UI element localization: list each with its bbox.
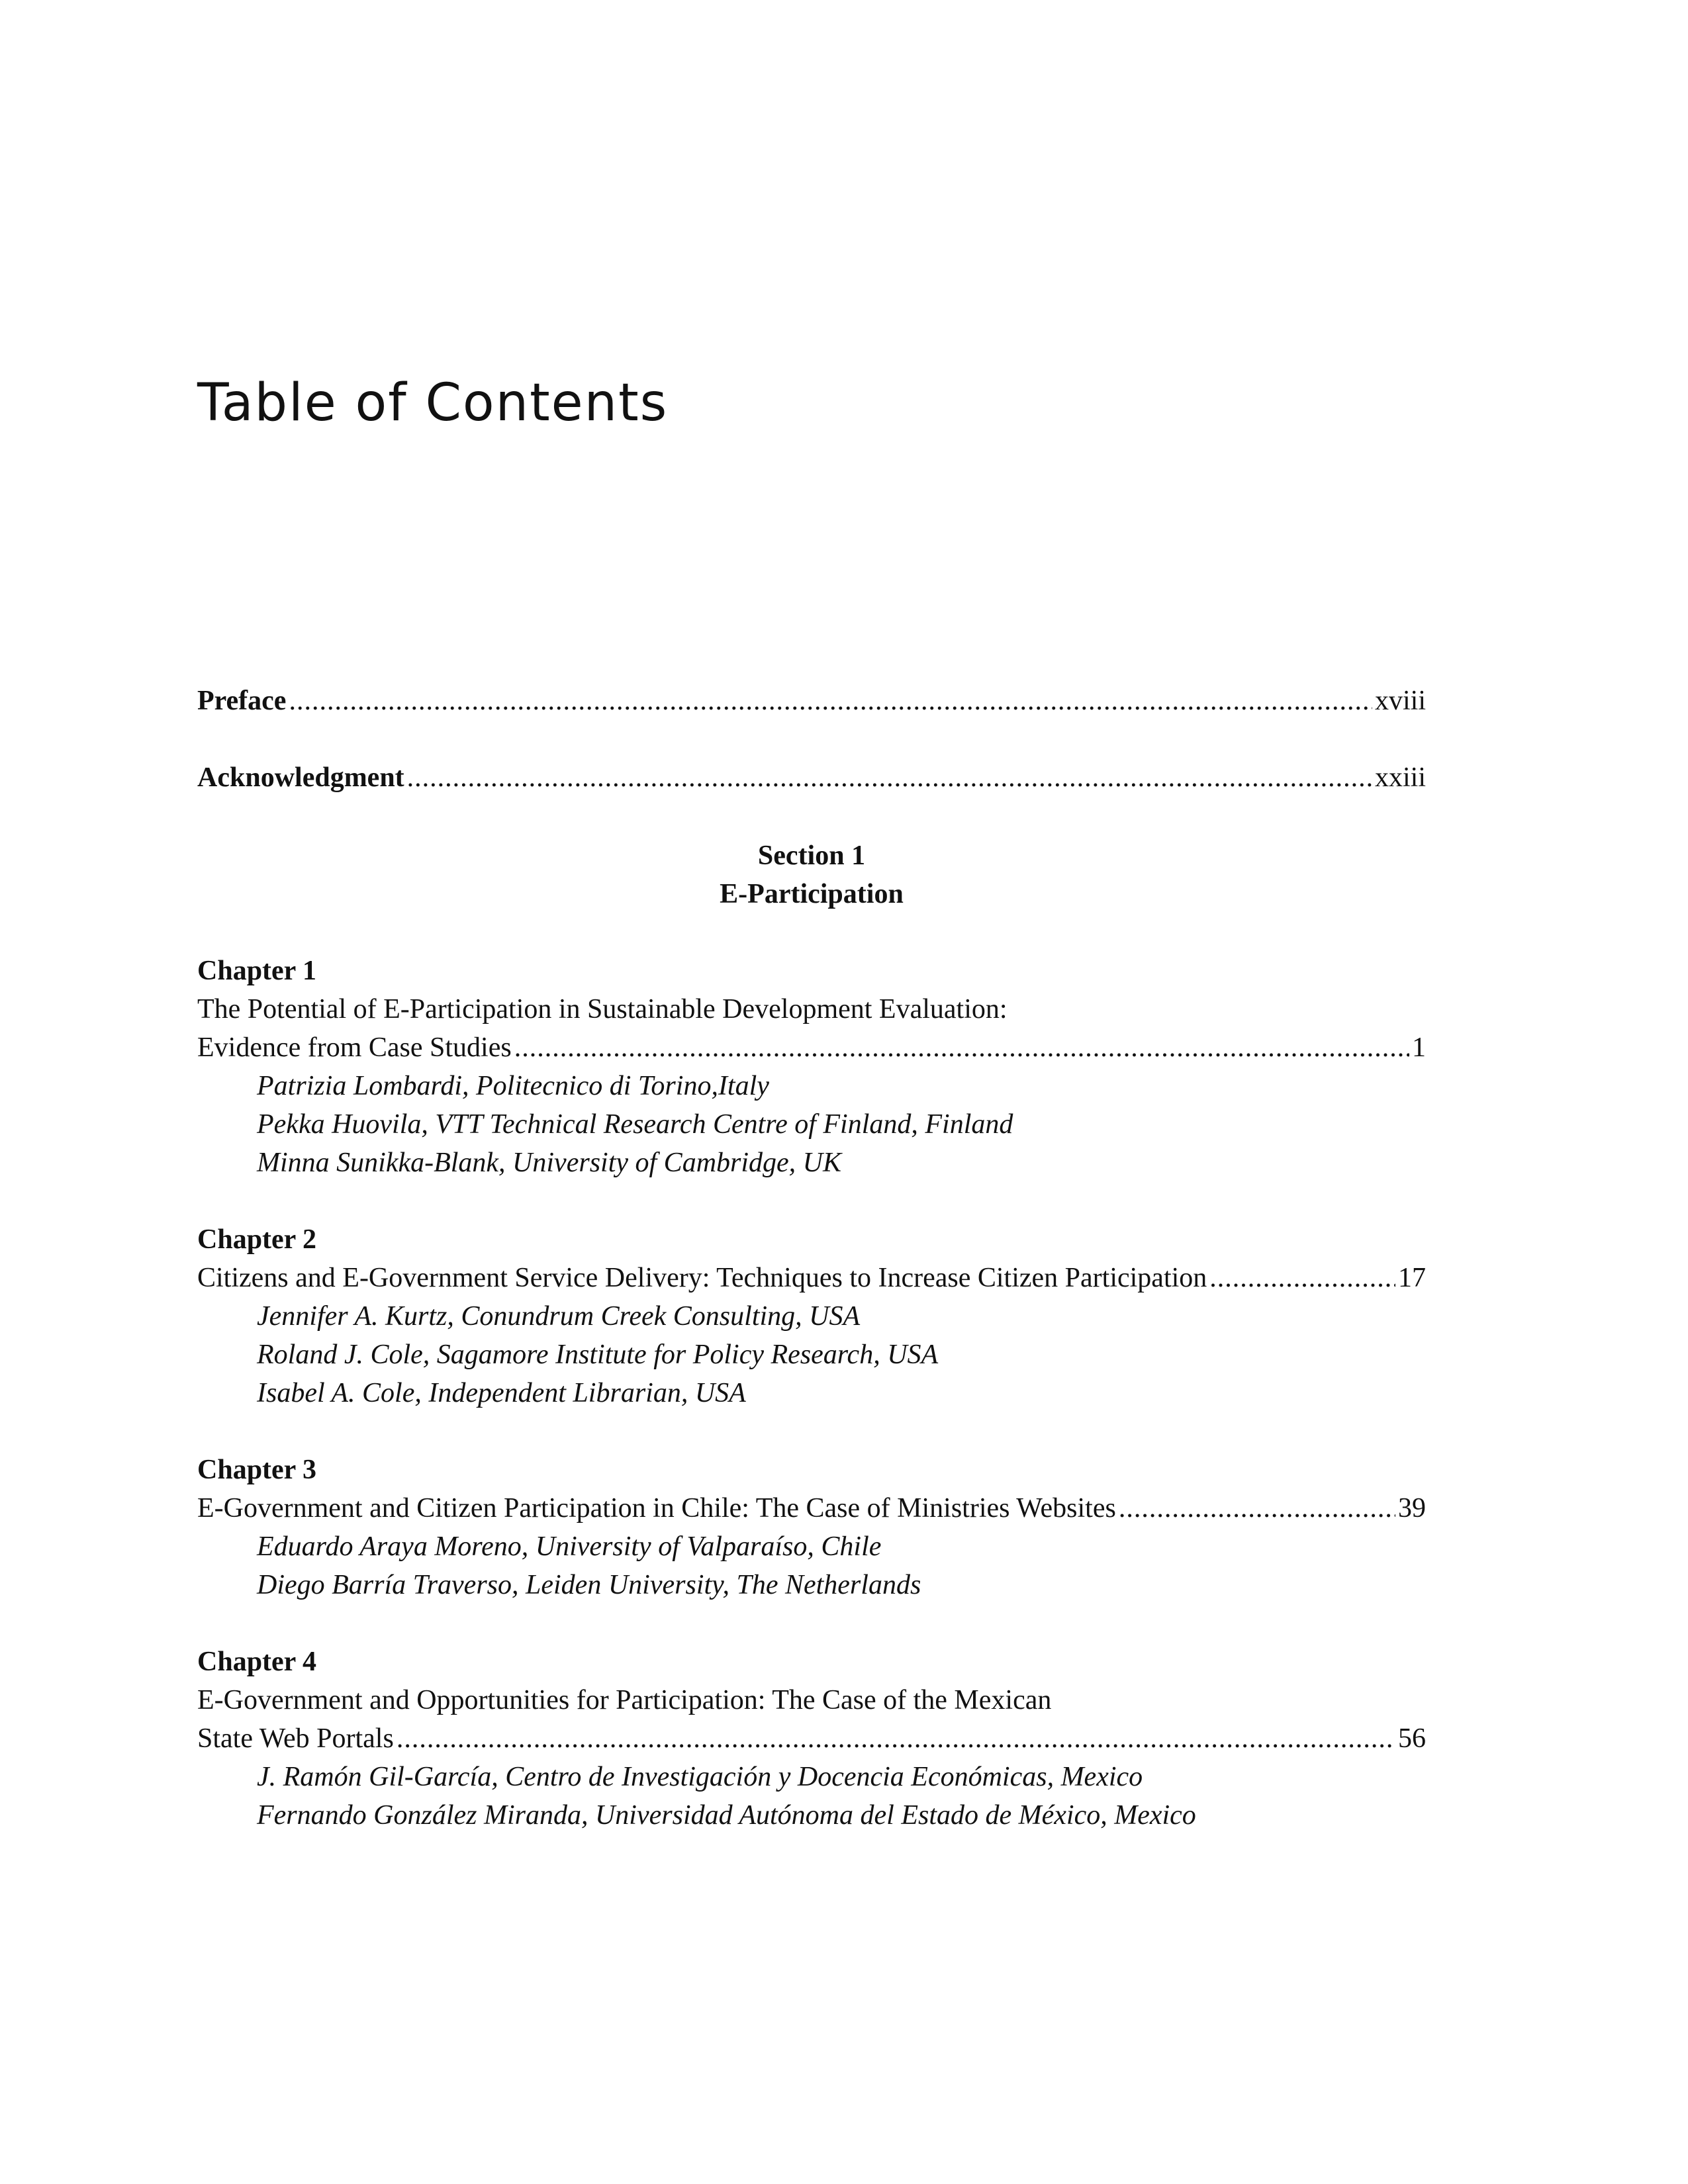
dot-leader <box>514 1028 1409 1067</box>
chapter-title-line: Evidence from Case Studies <box>197 1032 512 1063</box>
chapter-title-line: E-Government and Citizen Participation in Chile: The Case of Ministries Websites <box>197 1493 1116 1524</box>
toc-chapter-2[interactable] <box>197 1220 1426 1412</box>
section-title: E-Participation <box>720 879 904 909</box>
page-number: 1 <box>1412 1032 1426 1063</box>
entry-label: Acknowledgment <box>197 762 404 793</box>
page-number: 17 <box>1398 1263 1426 1293</box>
toc-entry-preface[interactable] <box>197 682 1426 720</box>
chapter-label: Chapter 2 <box>197 1224 317 1255</box>
chapter-title-last-line <box>197 1028 1426 1067</box>
toc-chapter-3[interactable] <box>197 1451 1426 1604</box>
chapter-label: Chapter 3 <box>197 1455 317 1485</box>
chapter-label: Chapter 1 <box>197 956 317 986</box>
author: Pekka Huovila, VTT Technical Research Centre of Finland, Finland <box>257 1109 1013 1140</box>
toc-entry-acknowledgment[interactable] <box>197 758 1426 797</box>
page-number: 56 <box>1398 1723 1426 1754</box>
chapter-title-line: Citizens and E-Government Service Delivery: Techniques to Increase Citizen Participation <box>197 1263 1207 1293</box>
author: Diego Barría Traverso, Leiden University, The Netherlands <box>257 1570 921 1600</box>
page-number: xxiii <box>1374 762 1426 793</box>
page-number: xviii <box>1374 686 1426 716</box>
author: Roland J. Cole, Sagamore Institute for Policy Research, USA <box>257 1340 939 1370</box>
section-heading <box>197 837 1426 913</box>
dot-leader <box>289 682 1372 720</box>
section-number: Section 1 <box>757 841 866 871</box>
author: Eduardo Araya Moreno, University of Valparaíso, Chile <box>257 1531 882 1562</box>
chapter-title-line: State Web Portals <box>197 1723 394 1754</box>
author: Jennifer A. Kurtz, Conundrum Creek Consulting, USA <box>257 1301 861 1332</box>
chapter-title-line: E-Government and Opportunities for Participation: The Case of the Mexican <box>197 1685 1052 1715</box>
toc-chapter-4[interactable] <box>197 1643 1426 1835</box>
chapter-label: Chapter 4 <box>197 1647 317 1677</box>
author: Isabel A. Cole, Independent Librarian, USA <box>257 1378 746 1408</box>
entry-label: Preface <box>197 686 287 716</box>
dot-leader <box>1119 1489 1395 1527</box>
table-of-contents <box>197 682 1426 1873</box>
dot-leader <box>407 758 1372 797</box>
dot-leader <box>397 1719 1395 1758</box>
chapter-title-last-line <box>197 1489 1426 1527</box>
author: J. Ramón Gil-García, Centro de Investigación y Docencia Económicas, Mexico <box>257 1762 1143 1792</box>
page-title: Table of Contents <box>197 373 669 433</box>
author: Minna Sunikka-Blank, University of Cambridge, UK <box>257 1148 842 1178</box>
dot-leader <box>1209 1259 1395 1297</box>
chapter-title-last-line <box>197 1719 1426 1758</box>
author: Fernando González Miranda, Universidad Autónoma del Estado de México, Mexico <box>257 1800 1196 1831</box>
page-number: 39 <box>1398 1493 1426 1524</box>
toc-chapter-1[interactable] <box>197 952 1426 1182</box>
author: Patrizia Lombardi, Politecnico di Torino,Italy <box>257 1071 769 1101</box>
chapter-title-line: The Potential of E-Participation in Sustainable Development Evaluation: <box>197 994 1008 1024</box>
chapter-title-last-line <box>197 1259 1426 1297</box>
